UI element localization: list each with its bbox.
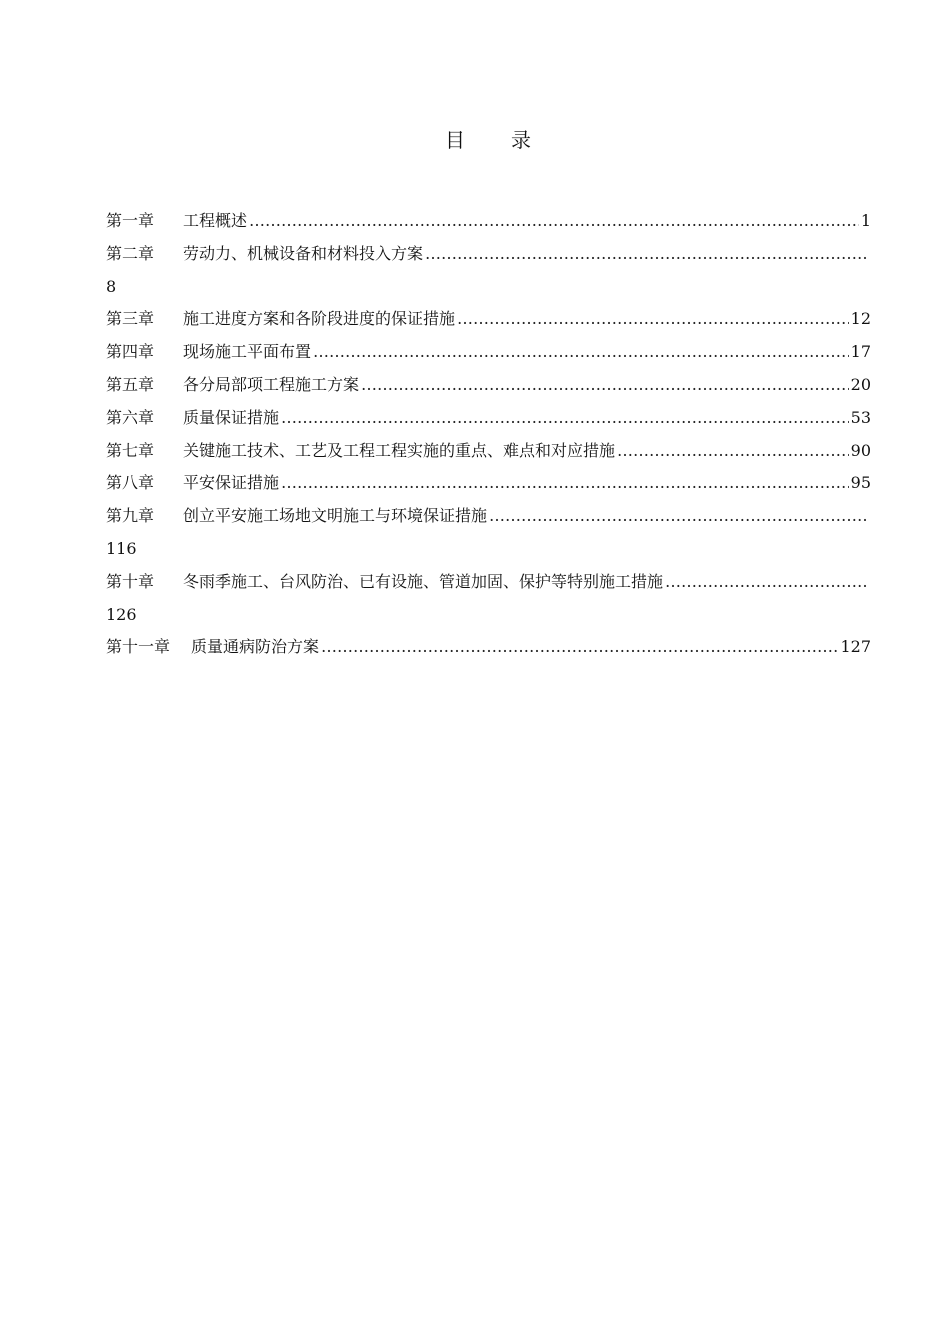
table-of-contents: [106, 205, 871, 664]
toc-heading: [0, 124, 950, 153]
toc-chapter-title: 工程概述: [183, 211, 248, 230]
toc-entry-6[interactable]: [106, 402, 871, 435]
toc-page-number: 90: [850, 440, 871, 460]
toc-leader-dots: [321, 631, 838, 664]
toc-entry-1[interactable]: [106, 205, 871, 238]
toc-page-number: 95: [850, 473, 871, 493]
toc-page-number: 17: [850, 342, 871, 362]
toc-chapter-title: 劳动力、机械设备和材料投入方案: [183, 243, 424, 263]
toc-page-number-wrapped: 126: [106, 604, 137, 624]
toc-chapter-number: 第一章: [106, 211, 155, 230]
toc-leader-dots: [457, 303, 849, 336]
toc-chapter-number: 第六章: [106, 407, 155, 427]
toc-page-number-wrapped: 116: [106, 538, 137, 558]
toc-chapter-number: 第八章: [106, 473, 155, 493]
toc-entry-11[interactable]: [106, 631, 871, 664]
toc-chapter-number: 第五章: [106, 374, 155, 394]
toc-page-number: 12: [850, 309, 871, 329]
toc-chapter-number: 第七章: [106, 440, 155, 460]
toc-chapter-title: 创立平安施工场地文明施工与环境保证措施: [183, 506, 488, 526]
toc-chapter-number: 第十章: [106, 571, 155, 591]
toc-chapter-title: 冬雨季施工、台风防治、已有设施、管道加固、保护等特别施工措施: [183, 571, 664, 591]
toc-leader-dots: [665, 566, 869, 599]
toc-leader-dots: [281, 402, 849, 435]
toc-chapter-title: 施工进度方案和各阶段进度的保证措施: [183, 309, 456, 329]
toc-chapter-number: 第九章: [106, 506, 155, 526]
toc-leader-dots: [281, 467, 849, 500]
toc-entry-10[interactable]: [106, 566, 871, 599]
toc-chapter-title: 现场施工平面布置: [183, 342, 312, 362]
toc-page-number: 1: [860, 211, 871, 230]
toc-heading-left: 目: [445, 128, 465, 152]
toc-page-number: 53: [850, 407, 871, 427]
toc-leader-dots: [617, 435, 849, 468]
toc-page-number: 127: [840, 637, 871, 657]
toc-entry-5[interactable]: [106, 369, 871, 402]
toc-heading-right: 录: [511, 128, 531, 152]
toc-chapter-title: 平安保证措施: [183, 473, 280, 493]
toc-chapter-title: 质量保证措施: [183, 407, 280, 427]
toc-chapter-title: 各分局部项工程施工方案: [183, 374, 360, 394]
toc-entry-7[interactable]: [106, 435, 871, 468]
toc-entry-8[interactable]: [106, 467, 871, 500]
toc-entry-2[interactable]: [106, 238, 871, 271]
toc-leader-dots: [313, 336, 849, 369]
toc-page-number: 20: [850, 374, 871, 394]
toc-chapter-number: 第四章: [106, 342, 155, 362]
toc-entry-9[interactable]: [106, 500, 871, 533]
toc-chapter-title: 关键施工技术、工艺及工程工程实施的重点、难点和对应措施: [183, 440, 616, 460]
toc-leader-dots: [361, 369, 849, 402]
toc-entry-4[interactable]: [106, 336, 871, 369]
toc-chapter-number: 第三章: [106, 309, 155, 329]
toc-leader-dots: [425, 238, 869, 271]
toc-chapter-title: 质量通病防治方案: [191, 637, 320, 657]
toc-leader-dots: [249, 205, 859, 238]
toc-leader-dots: [489, 500, 869, 533]
toc-chapter-number: 第十一章: [106, 637, 171, 657]
toc-page-number-wrapped: 8: [106, 276, 117, 296]
toc-entry-3[interactable]: [106, 303, 871, 336]
toc-chapter-number: 第二章: [106, 243, 155, 263]
